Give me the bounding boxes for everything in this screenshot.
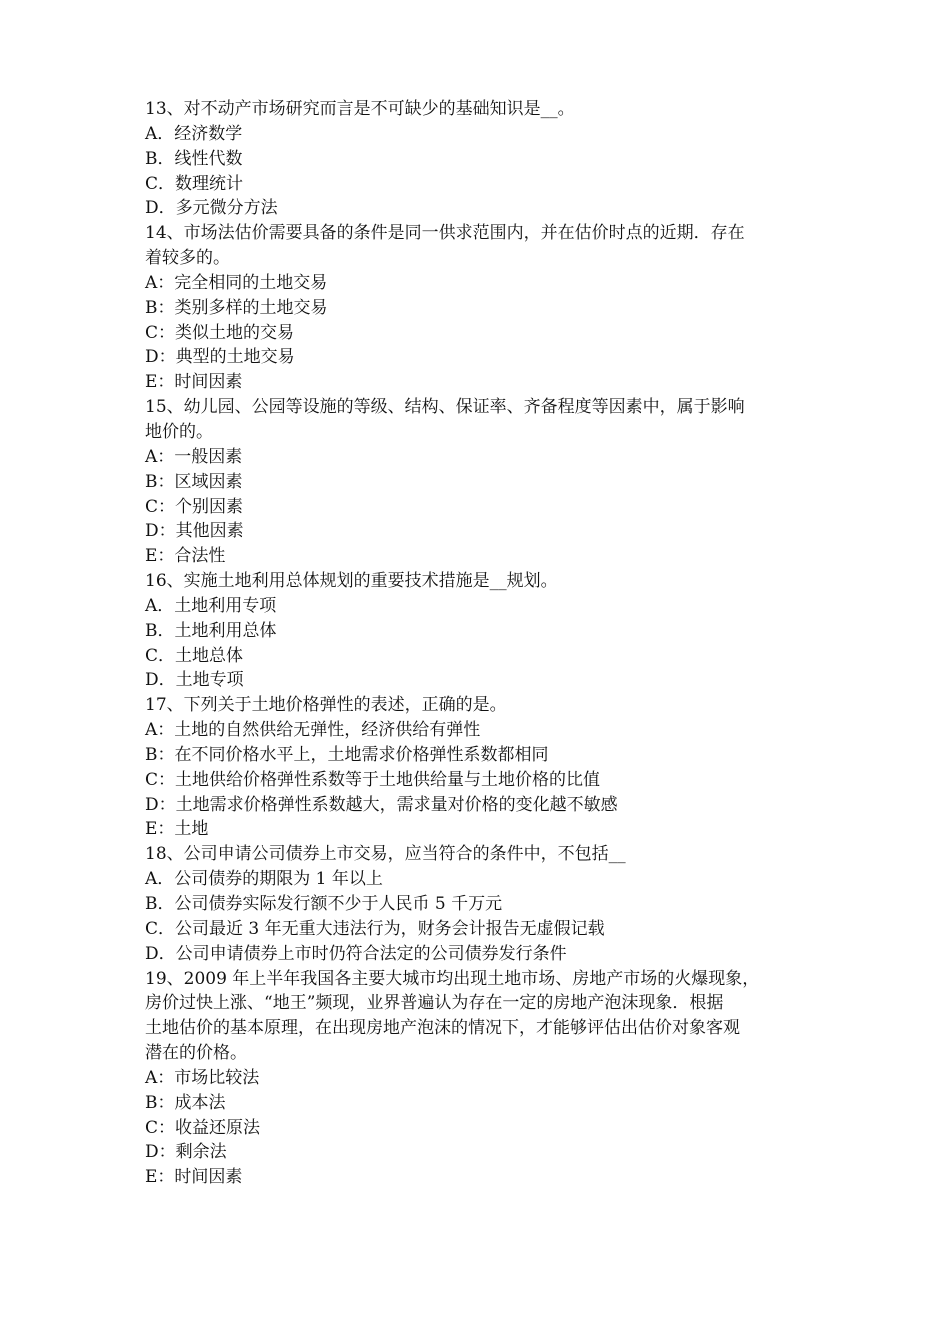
answer-option: C．公司最近 3 年无重大违法行为，财务会计报告无虚假记载 bbox=[145, 918, 605, 939]
answer-option: E：时间因素 bbox=[145, 1167, 243, 1188]
answer-option: D：土地需求价格弹性系数越大，需求量对价格的变化越不敏感 bbox=[145, 794, 618, 815]
question-stem-line: 18、公司申请公司债券上市交易，应当符合的条件中，不包括__ bbox=[145, 844, 626, 865]
answer-option: B：成本法 bbox=[145, 1092, 226, 1113]
answer-option: A．经济数学 bbox=[145, 123, 243, 144]
question-block bbox=[145, 221, 825, 395]
question-stem-line: 潜在的价格。 bbox=[145, 1043, 247, 1064]
question-stem-line: 地价的。 bbox=[145, 421, 213, 442]
answer-option: D．公司申请债券上市时仍符合法定的公司债券发行条件 bbox=[145, 943, 567, 964]
question-block bbox=[145, 842, 825, 966]
answer-option: A：一般因素 bbox=[145, 446, 243, 467]
question-block bbox=[145, 97, 825, 221]
answer-option: A：土地的自然供给无弹性，经济供给有弹性 bbox=[145, 720, 481, 741]
answer-option: C．土地总体 bbox=[145, 645, 244, 666]
answer-option: E：时间因素 bbox=[145, 372, 243, 393]
answer-option: B．公司债券实际发行额不少于人民币 5 千万元 bbox=[145, 894, 503, 914]
question-stem-line: 13、对不动产市场研究而言是不可缺少的基础知识是__。 bbox=[145, 99, 575, 119]
answer-option: A：完全相同的土地交易 bbox=[145, 272, 328, 293]
answer-option: B．土地利用总体 bbox=[145, 620, 277, 641]
question-block bbox=[145, 395, 825, 569]
answer-option: B．线性代数 bbox=[145, 148, 243, 169]
question-block bbox=[145, 693, 825, 842]
answer-option: D：剩余法 bbox=[145, 1142, 227, 1163]
answer-option: C：收益还原法 bbox=[145, 1117, 261, 1138]
question-stem-line: 17、下列关于土地价格弹性的表述，正确的是。 bbox=[145, 695, 507, 716]
question-stem-line: 土地估价的基本原理，在出现房地产泡沫的情况下，才能够评估出估价对象客观 bbox=[145, 1018, 740, 1039]
question-stem-line: 14、市场法估价需要具备的条件是同一供求范围内，并在估价时点的近期．存在 bbox=[145, 223, 745, 244]
answer-option: C：土地供给价格弹性系数等于土地供给量与土地价格的比值 bbox=[145, 769, 601, 790]
question-block bbox=[145, 569, 825, 693]
answer-option: B：在不同价格水平上，土地需求价格弹性系数都相同 bbox=[145, 744, 549, 765]
answer-option: E：合法性 bbox=[145, 546, 226, 567]
question-stem-line: 19、2009 年上半年我国各主要大城市均出现土地市场、房地产市场的火爆现象， bbox=[145, 968, 760, 989]
answer-option: C：类似土地的交易 bbox=[145, 322, 295, 343]
answer-option: B：区域因素 bbox=[145, 471, 243, 492]
answer-option: A．土地利用专项 bbox=[145, 595, 277, 616]
question-stem-line: 着较多的。 bbox=[145, 248, 230, 269]
question-stem-line: 16、实施土地利用总体规划的重要技术措施是__规划。 bbox=[145, 571, 558, 592]
answer-option: A：市场比较法 bbox=[145, 1067, 260, 1088]
answer-option: A．公司债券的期限为 1 年以上 bbox=[145, 869, 383, 890]
answer-option: B：类别多样的土地交易 bbox=[145, 297, 328, 318]
answer-option: D．多元微分方法 bbox=[145, 198, 278, 219]
answer-option: C：个别因素 bbox=[145, 496, 244, 517]
answer-option: D：其他因素 bbox=[145, 521, 244, 542]
answer-option: D：典型的土地交易 bbox=[145, 347, 295, 368]
answer-option: E：土地 bbox=[145, 819, 209, 840]
question-stem-line: 15、幼儿园、公园等设施的等级、结构、保证率、齐备程度等因素中，属于影响 bbox=[145, 397, 745, 418]
question-stem-line: 房价过快上涨、“地王”频现，业界普遍认为存在一定的房地产泡沫现象．根据 bbox=[145, 993, 724, 1014]
document-page bbox=[145, 97, 825, 1190]
answer-option: D．土地专项 bbox=[145, 670, 244, 691]
answer-option: C．数理统计 bbox=[145, 173, 244, 194]
question-block bbox=[145, 967, 825, 1191]
